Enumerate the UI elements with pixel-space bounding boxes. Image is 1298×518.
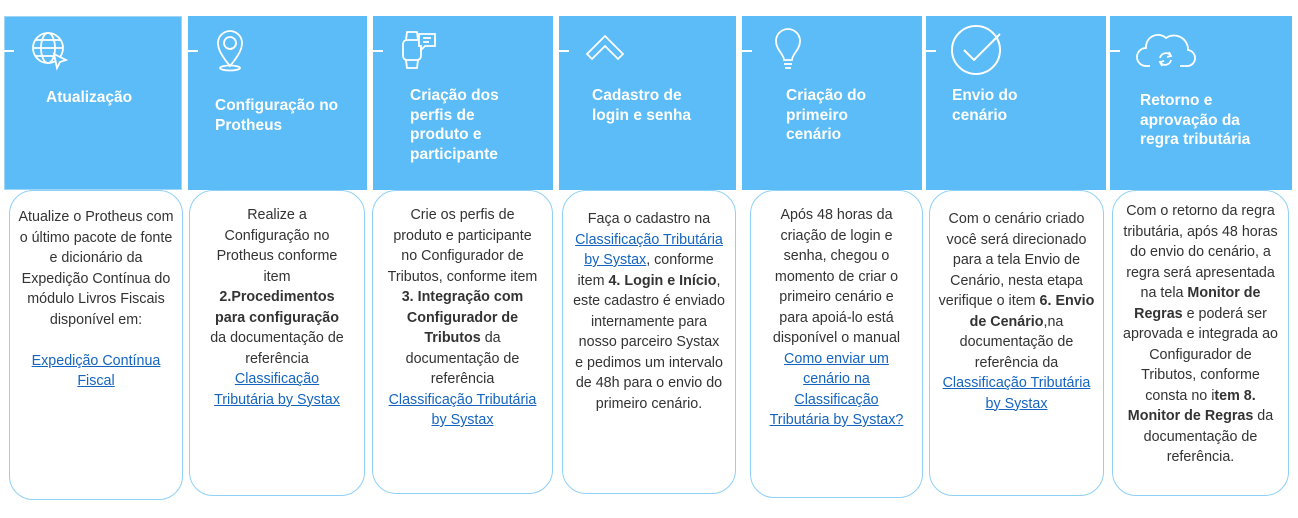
step-description: Com o cenário criado você será direcionado para a tela Envio de Cenário, nesta etapa verifique o item xyxy=(938,211,1087,309)
location-pin-icon xyxy=(210,26,258,74)
link-classificacao-tributaria[interactable]: Classificação Tributária by Systax xyxy=(575,231,723,268)
check-circle-icon xyxy=(950,22,1006,78)
step-description: , conforme item xyxy=(577,252,714,289)
step-description: Com o retorno da regra tributária, após 48 horas do envio do cenário, a regra será apresentada na tela xyxy=(1123,203,1278,301)
step-description: ,na documentação de referência da xyxy=(959,313,1074,371)
link-expedicao-continua[interactable]: Expedição Contínua Fiscal xyxy=(31,352,161,389)
lightbulb-icon xyxy=(764,26,812,74)
step-description: e poderá ser aprovada e integrada ao Configurador de Tributos, conforme consta no i xyxy=(1123,305,1279,404)
step-title: Criação dos perfis de produto e participante xyxy=(410,87,499,163)
step-description-bold: 4. Login e Início xyxy=(608,272,717,289)
step-card-retorno xyxy=(1112,190,1289,496)
step-card-perfis xyxy=(372,190,553,494)
step-header-cadastro xyxy=(559,16,736,190)
step-description: Realize a Configuração no Protheus conforme item xyxy=(216,207,338,285)
step-title: Configuração no Protheus xyxy=(215,97,339,134)
step-header-atualizacao xyxy=(4,16,182,190)
step-card-configuracao xyxy=(189,190,365,496)
step-card-cadastro xyxy=(562,190,736,494)
step-card-envio xyxy=(929,190,1104,496)
connector-tick xyxy=(188,50,198,52)
link-como-enviar-cenario[interactable]: Como enviar um cenário na Classificação Tributária by Systax? xyxy=(769,350,904,428)
step-description: Crie os perfis de produto e participante no Configurador de Tributos, conforme item xyxy=(387,207,538,285)
connector-tick xyxy=(559,50,569,52)
step-title: Criação do primeiro cenário xyxy=(786,87,867,143)
step-description: Faça o cadastro na xyxy=(587,211,711,227)
step-description: Após 48 horas da criação de login e senha, chegou o momento de criar o primeiro cenário e para apoiá-lo está disponível o manual xyxy=(772,207,901,346)
step-description: Atualize o Protheus com o último pacote de fonte e dicionário da Expedição Contínua do módulo Livros Fiscais disponível em: xyxy=(18,209,174,328)
step-header-configuracao xyxy=(188,16,367,190)
step-description-bold: tem 8. Monitor de Regras xyxy=(1127,387,1256,424)
chevron-up-icon xyxy=(581,26,629,74)
step-header-perfis xyxy=(373,16,553,190)
step-description-bold: 6. Envio de Cenário xyxy=(969,293,1095,330)
step-title: Cadastro de login e senha xyxy=(592,87,692,124)
link-classificacao-tributaria[interactable]: Classificação Tributária by Systax xyxy=(214,371,340,408)
step-card-cenario xyxy=(750,190,923,498)
connector-tick xyxy=(4,50,14,52)
step-description-bold: Monitor de Regras xyxy=(1134,285,1261,322)
step-header-retorno xyxy=(1110,16,1292,190)
step-description: da documentação de referência. xyxy=(1143,408,1274,465)
step-title: Envio do cenário xyxy=(952,87,1018,124)
step-card-atualizacao xyxy=(9,190,183,500)
link-classificacao-tributaria[interactable]: Classificação Tributária by Systax xyxy=(942,375,1091,412)
connector-tick xyxy=(742,50,752,52)
step-title: Atualização xyxy=(46,89,133,106)
step-description-bold: 2.Procedimentos para configuração xyxy=(215,289,339,326)
step-description: da documentação de referência xyxy=(405,330,520,387)
cloud-sync-icon xyxy=(1136,26,1196,78)
step-header-envio xyxy=(926,16,1106,190)
connector-tick xyxy=(926,50,936,52)
globe-cursor-icon xyxy=(26,26,74,74)
step-description: , este cadastro é enviado internamente para nosso parceiro Systax e pedimos um intervalo de 48h para o envio do primeiro cenário. xyxy=(573,272,725,412)
link-classificacao-tributaria[interactable]: Classificação Tributária by Systax xyxy=(388,391,537,428)
connector-tick xyxy=(373,50,383,52)
connector-tick xyxy=(1110,50,1120,52)
step-description-bold: 3. Integração com Configurador de Tributos xyxy=(401,289,524,346)
step-description: da documentação de referência xyxy=(210,330,344,367)
step-header-cenario xyxy=(742,16,922,190)
smartwatch-chat-icon xyxy=(395,26,443,74)
step-title: Retorno e aprovação da regra tributária xyxy=(1140,92,1251,148)
